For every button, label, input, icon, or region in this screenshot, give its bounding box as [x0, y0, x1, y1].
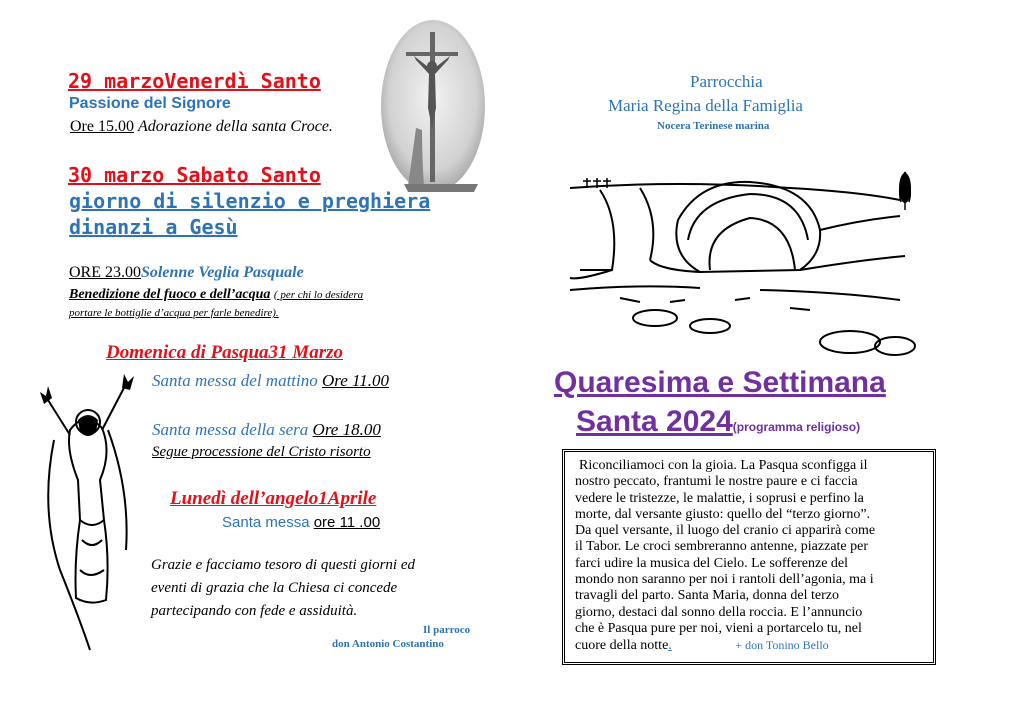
- parish-location: Nocera Terinese marina: [657, 120, 770, 132]
- friday-heading: 29 marzoVenerdì Santo: [68, 69, 321, 93]
- crucifix-illustration: [378, 18, 488, 198]
- quote-line: nostro peccato, frantumi le nostre paure e ci faccia: [575, 474, 858, 490]
- quote-box: [562, 449, 936, 665]
- vigil-blessing: Benedizione del fuoco e dell’acqua ( per chi lo desidera: [69, 287, 364, 302]
- quote-line: che è Pasqua pure per noi, vieni a portarcelo tu, nel: [575, 620, 862, 636]
- main-title-line2: Santa 2024(programma religioso): [576, 405, 861, 438]
- quote-line: farci udire la musica del Cielo. Le sofferenze del: [575, 555, 849, 571]
- monday-heading: Lunedì dell’angelo1Aprile: [170, 488, 377, 509]
- procession: Segue processione del Cristo risorto: [152, 444, 371, 460]
- saturday-line1: giorno di silenzio e preghiera: [69, 189, 431, 213]
- friday-program: Ore 15.00 Adorazione della santa Croce.: [70, 118, 333, 135]
- quote-line: morte, dal versante giusto: quello del “terzo giorno”.: [575, 506, 871, 522]
- parish-name: Maria Regina della Famiglia: [608, 96, 803, 115]
- parish-label: Parrocchia: [690, 72, 763, 91]
- thanks-line3: partecipando con fede e assiduità.: [151, 603, 358, 619]
- signature-title: Il parroco: [423, 624, 471, 636]
- risen-christ-illustration: [30, 370, 140, 660]
- quote-line: giorno, destaci dal sonno della roccia. E l’annuncio: [575, 604, 863, 620]
- morning-mass: Santa messa del mattino Ore 11.00: [152, 371, 390, 390]
- quote-line: il Tabor. Le croci sembreranno antenne, piazzate per: [575, 539, 869, 555]
- main-title-line1: Quaresima e Settimana: [554, 366, 886, 399]
- quote-line: mondo non saranno per noi i rantoli dell’agonia, ma i: [575, 572, 874, 588]
- saturday-heading: 30 marzo Sabato Santo: [68, 163, 321, 187]
- quote-line: travagli del parto. Santa Maria, donna del terzo: [575, 588, 839, 604]
- vigil-heading: ORE 23.00Solenne Veglia Pasquale: [69, 264, 304, 281]
- empty-tomb-illustration: [560, 160, 925, 360]
- quote-line: Da quel versante, il luogo del cranio ci apparirà come: [575, 523, 876, 539]
- vigil-note: portare le bottiglie d’acqua per farle benedire).: [69, 307, 279, 319]
- quote-last-line: cuore della notte. + don Tonino Bello: [575, 638, 829, 654]
- signature-name: don Antonio Costantino: [332, 638, 444, 650]
- friday-subtitle: Passione del Signore: [69, 95, 231, 112]
- quote-author: + don Tonino Bello: [735, 638, 829, 653]
- saturday-line2: dinanzi a Gesù: [69, 215, 238, 239]
- quote-line: Riconciliamoci con la gioia. La Pasqua sconfigga il: [579, 458, 868, 473]
- quote-line: vedere le tristezze, le malattie, i soprusi e perfino la: [575, 490, 864, 506]
- easter-heading: Domenica di Pasqua31 Marzo: [106, 342, 343, 363]
- thanks-line1: Grazie e facciamo tesoro di questi giorni ed: [151, 557, 415, 573]
- evening-mass: Santa messa della sera Ore 18.00: [152, 420, 381, 439]
- monday-mass: Santa messa ore 11 .00: [222, 514, 381, 531]
- thanks-line2: eventi di grazia che la Chiesa ci concede: [151, 580, 398, 596]
